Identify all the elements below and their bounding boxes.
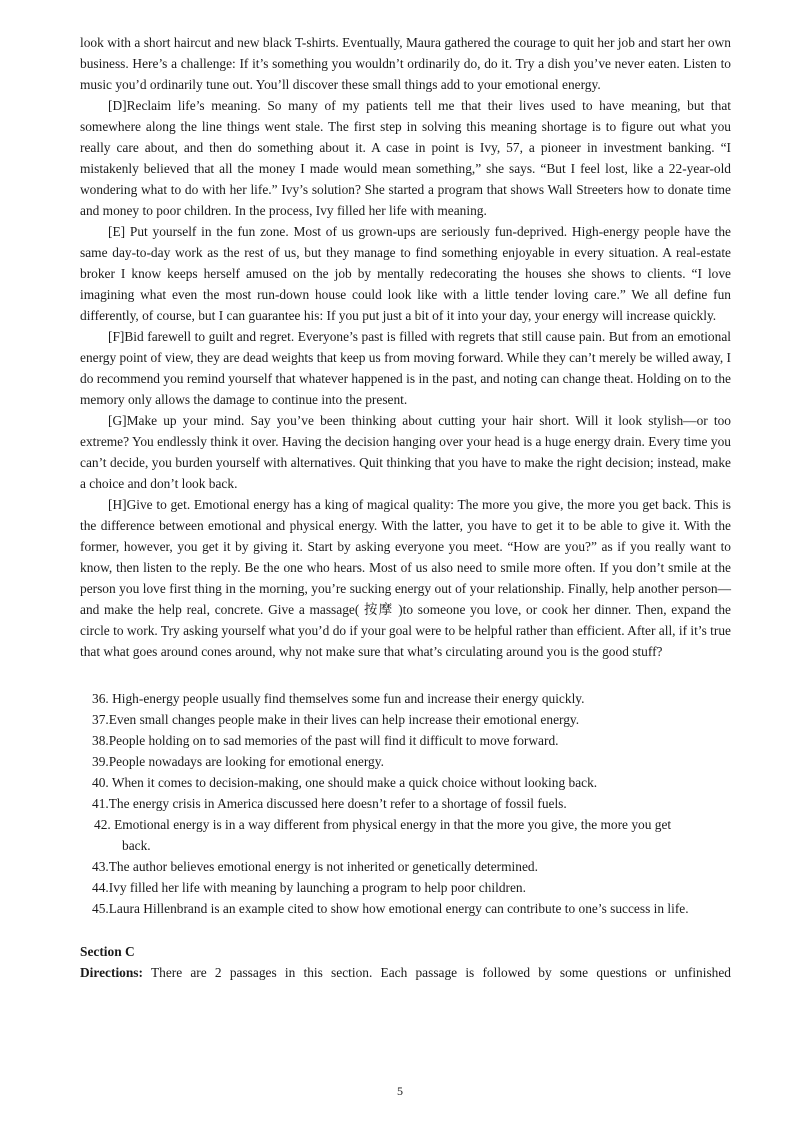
statement-42-line1: 42. Emotional energy is in a way different from physical energy in that the more you give, the more you get xyxy=(94,817,672,832)
section-title: Section C xyxy=(80,944,135,959)
paragraph-f: [F]Bid farewell to guilt and regret. Everyone’s past is filled with regrets that still cause pain. But from an emotional energy point of view, they are dead weights that keep us from moving forward. While they can’t merely be willed away, I do recommend you remind yourself that whatever happened is in the past, and noting can change theat. Holding on to the memory only allows the damage to continue into the present. xyxy=(80,329,731,407)
statement-43: 43.The author believes emotional energy is not inherited or genetically determined. xyxy=(92,859,538,874)
statement-44: 44.Ivy filled her life with meaning by launching a program to help poor children. xyxy=(92,880,526,895)
paragraph-d: [D]Reclaim life’s meaning. So many of my patients tell me that their lives used to have meaning, but that somewhere along the line things went stale. The first step in solving this meaning shortage is to figure out what you really care about, and then do something about it. A case in point is Ivy, 57, a pioneer in investment banking. “I mistakenly believed that all the money I made would mean something,” she says. “But I feel lost, like a 22-year-old wondering what to do with her life.” Ivy’s solution? She started a program that shows Wall Streeters how to donate time and money to poor children. In the process, Ivy filled her life with meaning. xyxy=(80,98,731,218)
statement-39: 39.People nowadays are looking for emotional energy. xyxy=(92,754,384,769)
paragraph-h: [H]Give to get. Emotional energy has a king of magical quality: The more you give, the more you get back. This is the difference between emotional and physical energy. With the latter, you have to get it to be able to give it. With the former, however, you get it by giving it. Start by asking everyone you meet. “How are you?” as if you really want to know, then listen to the reply. Be the one who hears. Most of us also need to smile more often. If you don’t smile at the person you love first thing in the morning, you’re sucking energy out of your relationship. Finally, help another person—and make the help real, concrete. Give a massage( 按摩 )to someone you love, or cook her dinner. Then, expand the circle to work. Try asking yourself what you’d do if your goal were to be helpful rather than efficient. After all, if it’s true that what goes around cones around, why not make sure that what’s circulating around you is the good stuff? xyxy=(80,497,731,659)
document-page xyxy=(80,32,731,983)
directions-label: Directions: xyxy=(80,965,143,980)
section-c xyxy=(80,941,731,983)
statement-41: 41.The energy crisis in America discussed here doesn’t refer to a shortage of fossil fuels. xyxy=(92,796,567,811)
statement-42 xyxy=(80,814,731,856)
page-number: 5 xyxy=(397,1084,403,1098)
statement-38: 38.People holding on to sad memories of the past will find it difficult to move forward. xyxy=(92,733,559,748)
paragraph-continuation: look with a short haircut and new black T-shirts. Eventually, Maura gathered the courage to quit her job and start her own business. Here’s a challenge: If it’s something you wouldn’t ordinarily do, do it. Try a dish you’ve never eaten. Listen to music you’d ordinarily tune out. You’ll discover these small things add to your emotional energy. xyxy=(80,35,731,92)
statement-list xyxy=(80,688,731,919)
statement-40: 40. When it comes to decision-making, one should make a quick choice without looking back. xyxy=(92,775,598,790)
directions-text: There are 2 passages in this section. Each passage is followed by some questions or unfinished xyxy=(142,965,731,980)
paragraph-e: [E] Put yourself in the fun zone. Most of us grown-ups are seriously fun-deprived. High-energy people have the same day-to-day work as the rest of us, but they manage to find something enjoyable in every situation. A real-estate broker I know keeps herself amused on the job by mentally redecorating the houses she shows to clients. “I love imagining what even the most run-down house could look like with a little tender loving care.” We all define fun differently, of course, but I can guarantee his: If you put just a bit of it into your day, your energy will increase quickly. xyxy=(80,224,731,323)
statement-36: 36. High-energy people usually find themselves some fun and increase their energy quickly. xyxy=(92,691,585,706)
section-directions xyxy=(80,962,731,983)
statement-45: 45.Laura Hillenbrand is an example cited to show how emotional energy can contribute to one’s success in life. xyxy=(92,901,689,916)
statement-37: 37.Even small changes people make in their lives can help increase their emotional energy. xyxy=(92,712,580,727)
paragraph-g: [G]Make up your mind. Say you’ve been thinking about cutting your hair short. Will it look stylish—or too extreme? You endlessly think it over. Having the decision hanging over your head is a huge energy drain. Every time you can’t decide, you burden yourself with alternatives. Quit thinking that you have to make the right decision; instead, make a choice and don’t look back. xyxy=(80,413,731,491)
statement-42-line2: back. xyxy=(122,838,151,853)
